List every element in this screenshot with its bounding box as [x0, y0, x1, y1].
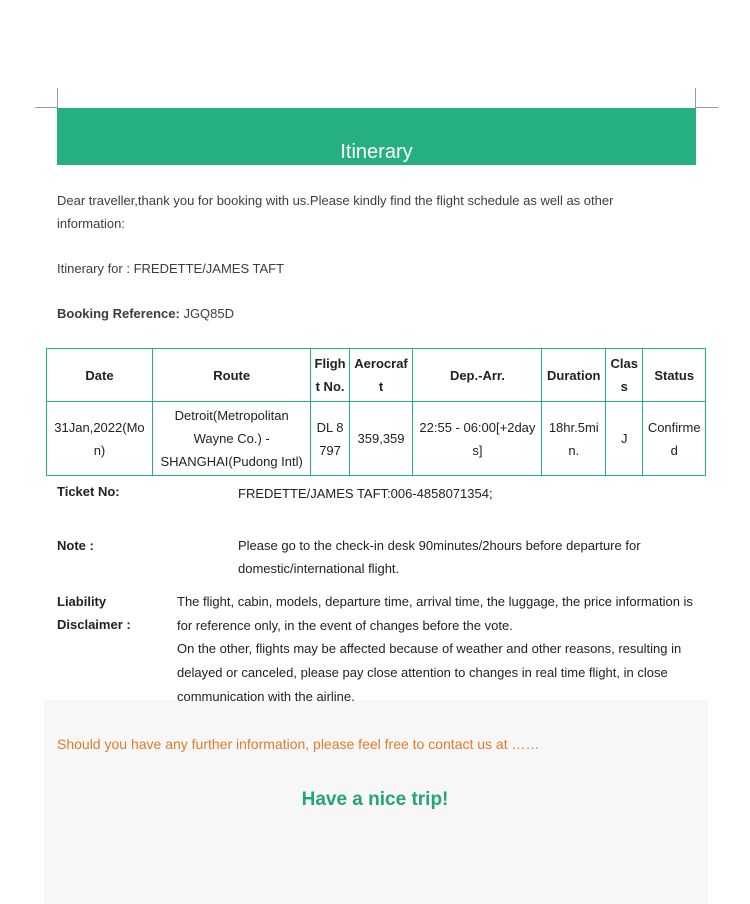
booking-reference-label: Booking Reference:	[57, 306, 180, 321]
liability-paragraph-2: On the other, flights may be affected because of weather and other reasons, resulting in delayed or canceled, please pay close attention to changes in real time flight, in close communication with the airline.	[177, 641, 682, 704]
crop-mark-left-vertical	[57, 88, 58, 108]
liability-label-line-1: Liability	[57, 594, 107, 609]
liability-paragraph-1: The flight, cabin, models, departure time, arrival time, the luggage, the price information is for reference only, in the event of changes before the vote.	[177, 594, 693, 633]
cell-duration: 18hr.5min.	[542, 402, 606, 476]
crop-mark-left-horizontal	[35, 107, 58, 108]
cell-class: J	[606, 402, 643, 476]
header-duration: Duration	[542, 349, 606, 402]
booking-reference	[57, 304, 234, 324]
header-route: Route	[152, 349, 310, 402]
header-class: Class	[606, 349, 643, 402]
cell-flight-no: DL 8797	[311, 402, 349, 476]
note-value: Please go to the check-in desk 90minutes/2hours before departure for domestic/international flight.	[238, 538, 641, 576]
header-flight-no: Flight No.	[311, 349, 349, 402]
note-label: Note :	[57, 538, 94, 553]
table-row	[47, 402, 706, 476]
header-status: Status	[643, 349, 706, 402]
cell-route: Detroit(Metropolitan Wayne Co.) - SHANGHAI(Pudong Intl)	[152, 402, 310, 476]
table-header-row	[47, 349, 706, 402]
liability-label	[57, 590, 131, 636]
page-title: Itinerary	[340, 141, 413, 163]
header-date: Date	[47, 349, 153, 402]
crop-mark-right-horizontal	[695, 107, 718, 108]
liability-label-line-2: Disclaimer :	[57, 617, 131, 632]
crop-mark-right-vertical	[695, 88, 696, 108]
cell-date: 31Jan,2022(Mon)	[47, 402, 153, 476]
cell-aircraft: 359,359	[349, 402, 413, 476]
closing-text: Have a nice trip!	[301, 789, 449, 810]
liability-text	[177, 590, 697, 709]
cell-dep-arr: 22:55 - 06:00[+2days]	[413, 402, 542, 476]
header-aircraft: Aerocraft	[349, 349, 413, 402]
ticket-value: FREDETTE/JAMES TAFT:006-4858071354;	[238, 486, 493, 501]
header-dep-arr: Dep.-Arr.	[413, 349, 542, 402]
itinerary-for: Itinerary for : FREDETTE/JAMES TAFT	[57, 261, 285, 276]
flight-table	[46, 348, 706, 476]
cell-status: Confirmed	[643, 402, 706, 476]
itinerary-banner	[57, 108, 696, 165]
booking-reference-value: JGQ85D	[183, 306, 235, 321]
ticket-label: Ticket No:	[57, 484, 120, 499]
intro-text: Dear traveller,thank you for booking with us.Please kindly find the flight schedule as well as other information:	[57, 193, 614, 231]
contact-text: Should you have any further information, please feel free to contact us at ……	[57, 736, 540, 752]
